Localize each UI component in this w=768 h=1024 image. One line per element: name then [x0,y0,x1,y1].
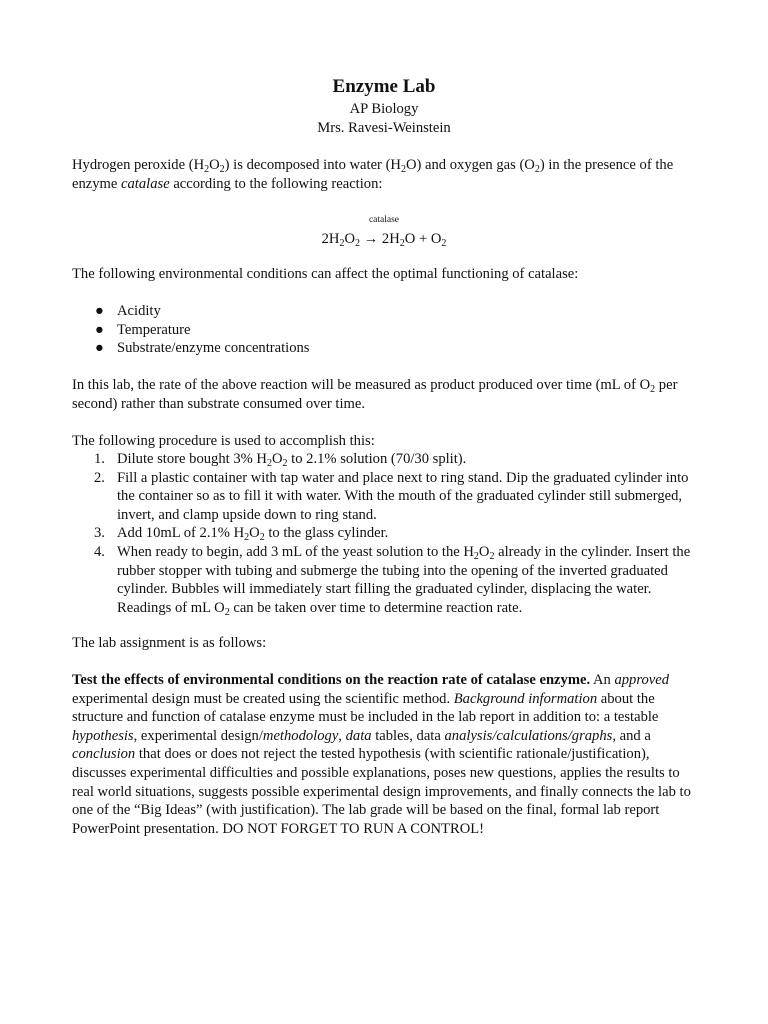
list-item: 2. Fill a plastic container with tap water and place next to ring stand. Dip the graduated cylinder into the container so as to fill it with water. With the mouth of the graduated cylinder still submerged, invert, and clamp upside down to ring stand. [94,469,689,523]
list-item: ● Temperature [95,321,191,338]
procedure-list [72,450,692,617]
teacher-name: Mrs. Ravesi-Weinstein [317,120,451,136]
assignment-paragraph: Test the effects of environmental conditions on the reaction rate of catalase enzyme. An approved experimental design must be created using the scientific method. Background information about the structure and function of catalase enzyme must be included in the lab report in addition to: a testable hypothesis, experimental design/methodology, data tables, data analysis/calculations/graphs, and a conclusion that does or does not reject the tested hypothesis (with scientific rationale/justification), discusses experimental difficulties and possible explanations, poses new questions, applies the results to real world situations, suggests possible experimental design improvements, and finally connects the lab to one of the “Big Ideas” (with justification). The lab grade will be based on the final, formal lab report PowerPoint presentation. DO NOT FORGET TO RUN A CONTROL! [72,672,691,837]
list-item: 3. Add 10mL of 2.1% $H_2O_2$ to the glass cylinder. [94,525,389,544]
assignment-heading: Test the effects of environmental conditions on the reaction rate of catalase enzyme. [72,672,591,688]
course-name: AP Biology [349,101,419,117]
bullet-icon: ● [95,340,104,357]
enzyme-name: catalase [121,175,170,192]
page-title: Enzyme Lab [332,76,436,97]
reaction-arrow: → [360,231,382,247]
conditions-list [72,302,310,358]
intro-paragraph: Hydrogen peroxide $(H_2O_2)$ is decomposed into water $(H_2O)$ and oxygen gas $(O_2)$ in the presence of the enzyme catalase according to the following reaction: [72,157,674,192]
list-item: ● Substrate/enzyme concentrations [95,340,310,357]
list-item: 4. When ready to begin, add 3 mL of the yeast solution to the $H_2O_2$ already in the cylinder. Insert the rubber stopper with tubing and submerge the tubing into the opening of the inverted graduated cylinder. Bubbles will immediately start filling the graduated cylinder, displacing the water. Readings of mL $O_2$ can be taken over time to determine reaction rate. [94,543,691,618]
procedure-intro: The following procedure is used to accomplish this: [72,433,375,449]
reaction-catalyst-label: catalase [368,215,400,225]
reaction-equation: $2H_2O_2 \to 2H_2O + O_2$ [321,231,447,249]
assignment-intro: The lab assignment is as follows: [72,635,267,651]
list-item: ● Acidity [95,303,161,319]
list-item: 1. Dilute store bought 3% $H_2O_2$ to 2.1% solution (70/30 split). [94,451,467,469]
rate-paragraph: In this lab, the rate of the above reaction will be measured as product produced over time (mL of $O_2$ per second) rather than substrate consumed over time. [72,377,678,412]
bullet-icon: ● [95,321,104,338]
conditions-intro: The following environmental conditions can affect the optimal functioning of catalase: [72,266,579,282]
bullet-icon: ● [95,303,104,319]
